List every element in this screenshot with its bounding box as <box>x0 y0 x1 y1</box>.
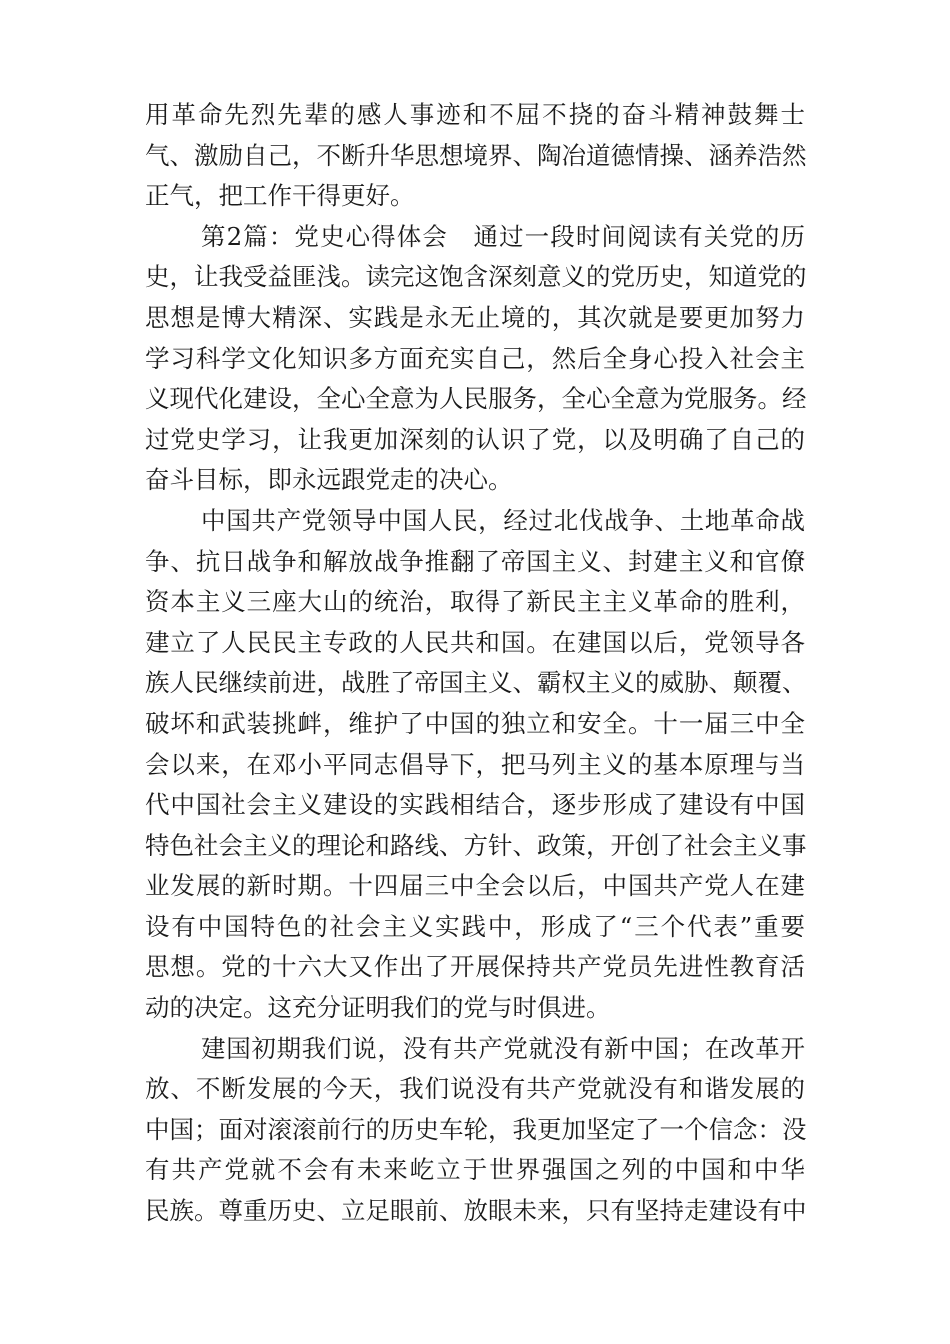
text-line: 建立了人民民主专政的人民共和国。在建国以后，党领导各 <box>145 627 805 657</box>
text-line: 动的决定。这充分证明我们的党与时俱进。 <box>145 993 611 1023</box>
text-line: 业发展的新时期。十四届三中全会以后，中国共产党人在建 <box>145 871 805 901</box>
text-line: 气、激励自己，不断升华思想境界、陶冶道德情操、涵养浩然 <box>145 140 807 170</box>
text-line: 中国；面对滚滚前行的历史车轮，我更加坚定了一个信念：没 <box>145 1114 807 1144</box>
text-line: 争、抗日战争和解放战争推翻了帝国主义、封建主义和官僚 <box>145 546 805 576</box>
text-line: 特色社会主义的理论和路线、方针、政策，开创了社会主义事 <box>145 830 807 860</box>
text-line: 第2篇：党史心得体会 通过一段时间阅读有关党的历 <box>201 221 805 251</box>
text-line: 中国共产党领导中国人民，经过北伐战争、土地革命战 <box>201 505 805 535</box>
text-line: 代中国社会主义建设的实践相结合，逐步形成了建设有中国 <box>145 790 805 820</box>
text-line: 思想是博大精深、实践是永无止境的，其次就是要更加努力 <box>145 302 805 332</box>
document-body <box>145 95 805 1232</box>
text-line: 奋斗目标，即永远跟党走的决心。 <box>145 465 513 495</box>
text-line: 会以来，在邓小平同志倡导下，把马列主义的基本原理与当 <box>145 749 805 779</box>
text-line: 义现代化建设，全心全意为人民服务，全心全意为党服务。经 <box>145 384 807 414</box>
text-line: 史，让我受益匪浅。读完这饱含深刻意义的党历史，知道党的 <box>145 262 807 292</box>
text-line: 学习科学文化知识多方面充实自己，然后全身心投入社会主 <box>145 343 805 373</box>
text-line: 民族。尊重历史、立足眼前、放眼未来，只有坚持走建设有中 <box>145 1196 807 1226</box>
text-line: 资本主义三座大山的统治，取得了新民主主义革命的胜利， <box>145 587 805 617</box>
text-line: 有共产党就不会有未来屹立于世界强国之列的中国和中华 <box>145 1155 805 1185</box>
text-line: 族人民继续前进，战胜了帝国主义、霸权主义的威胁、颠覆、 <box>145 668 807 698</box>
text-line: 思想。党的十六大又作出了开展保持共产党员先进性教育活 <box>145 952 805 982</box>
text-line: 放、不断发展的今天，我们说没有共产党就没有和谐发展的 <box>145 1074 805 1104</box>
text-line: 建国初期我们说，没有共产党就没有新中国；在改革开 <box>201 1033 805 1063</box>
text-line: 过党史学习，让我更加深刻的认识了党，以及明确了自己的 <box>145 424 805 454</box>
text-line: 设有中国特色的社会主义实践中，形成了“三个代表”重要 <box>145 911 805 941</box>
text-line: 正气，把工作干得更好。 <box>145 181 415 211</box>
text-line: 破坏和武装挑衅，维护了中国的独立和安全。十一届三中全 <box>145 708 805 738</box>
text-line: 用革命先烈先辈的感人事迹和不屈不挠的奋斗精神鼓舞士 <box>145 100 805 129</box>
